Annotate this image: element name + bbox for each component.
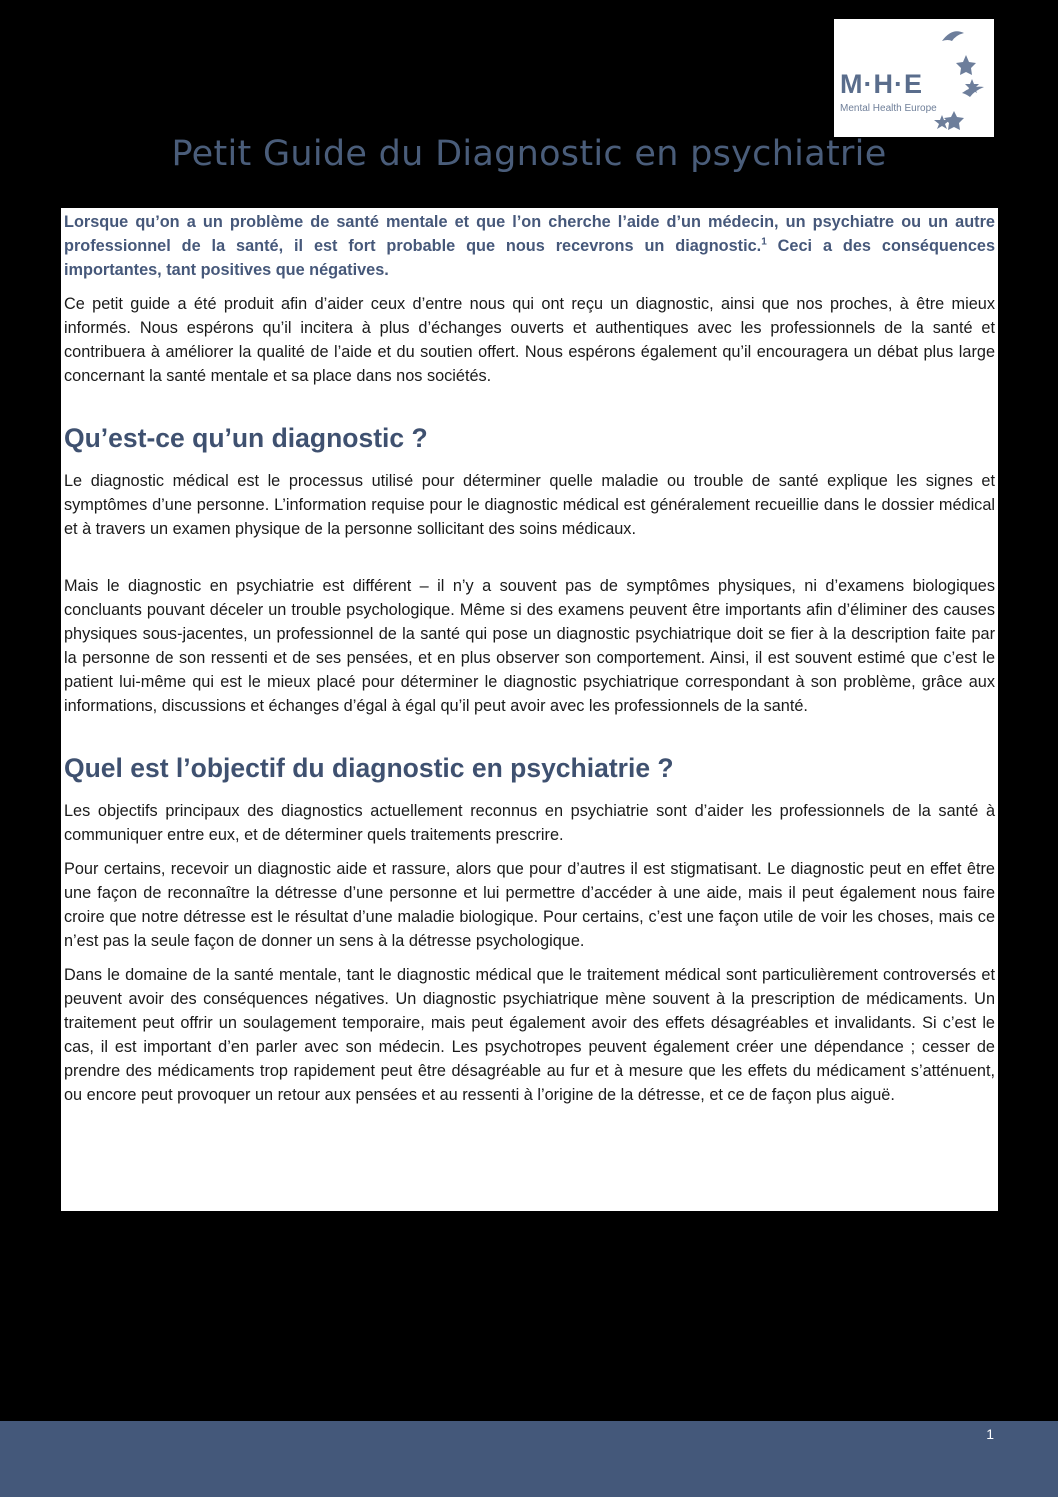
document-title: Petit Guide du Diagnostic en psychiatrie: [171, 134, 887, 174]
section-heading-objective: Quel est l’objectif du diagnostic en psychiatrie ?: [64, 753, 674, 783]
section1-paragraph-1: Le diagnostic médical est le processus utilisé pour déterminer quelle maladie ou trouble de santé explique les signes et symptômes d’une personne. L’information requise pour le diagnostic médical est généralement recueillie dans le dossier médical et à travers un examen physique de la personne sollicitant des soins médicaux.: [64, 472, 995, 538]
content-panel: [61, 208, 998, 1211]
section-heading-diagnostic: Qu’est-ce qu’un diagnostic ?: [64, 423, 428, 453]
footer-bar: [0, 1421, 1058, 1497]
page-number: 1: [986, 1426, 994, 1442]
section2-paragraph-2: Pour certains, recevoir un diagnostic aide et rassure, alors que pour d’autres il est stigmatisant. Le diagnostic peut en effet être une façon de reconnaître la détresse d’une personne et lui permettre d’accéder à une aide, mais il peut également nous faire croire que notre détresse est le résultat d’une maladie biologique. Pour certains, c’est une façon utile de voir les choses, mais ce n’est pas la seule façon de donner un sens à la détresse psychologique.: [64, 860, 995, 950]
logo-subtitle: Mental Health Europe: [840, 103, 937, 114]
section2-paragraph-3: Dans le domaine de la santé mentale, tant le diagnostic médical que le traitement médical sont particulièrement controversés et peuvent avoir des conséquences négatives. Un diagnostic psychiatrique mène souvent à la prescription de médicaments. Un traitement peut offrir un soulagement temporaire, mais peut également avoir des effets désagréables et invalidants. Si c’est le cas, il est important d’en parler avec son médecin. Les psychotropes peuvent également créer une dépendance ; cesser de prendre des médicaments trop rapidement peut être désagréable au fur et à mesure que les effets du médicament s’atténuent, ou encore peut provoquer un retour aux pensées et au ressenti à l’origine de la détresse, et ce de façon plus aiguë.: [64, 966, 995, 1104]
purpose-paragraph: Ce petit guide a été produit afin d’aider ceux d’entre nous qui ont reçu un diagnostic, ainsi que nos proches, à être mieux informés. Nous espérons qu’il incitera à plus d’échanges ouverts et authentiques avec les professionnels de la santé et contribuera à améliorer la qualité de l’aide et du soutien offert. Nous espérons également qu’il encouragera un débat plus large concernant la santé mentale et sa place dans nos sociétés.: [64, 295, 995, 385]
section2-paragraph-1: Les objectifs principaux des diagnostics actuellement reconnus en psychiatrie sont d’aider les professionnels de la santé à communiquer entre eux, et de déterminer quels traitements prescrire.: [64, 802, 995, 844]
footnote-reference[interactable]: 1: [761, 236, 767, 248]
logo-letters: M·H·E: [840, 69, 923, 99]
intro-text-continued: Ceci a des conséquences importantes, tant positives que négatives.: [64, 237, 995, 279]
intro-paragraph: [64, 210, 995, 282]
intro-text: Lorsque qu’on a un problème de santé mentale et que l’on cherche l’aide d’un médecin, un psychiatre ou un autre professionnel de la santé, il est fort probable que nous recevrons un diagnostic.: [64, 213, 995, 255]
mhe-logo: [834, 19, 994, 137]
section1-paragraph-2: Mais le diagnostic en psychiatrie est différent – il n’y a souvent pas de symptômes physiques, ni d’examens biologiques concluants pouvant déceler un trouble psychologique. Même si des examens peuvent être importants afin d’éliminer des causes physiques sous-jacentes, un professionnel de la santé qui pose un diagnostic psychiatrique doit se fier à la description faite par la personne de son ressenti et de ses pensées, et en plus observer son comportement. Ainsi, il est souvent estimé que c’est le patient lui-même qui est le mieux placé pour déterminer le diagnostic psychiatrique correspondant à son problème, grâce aux informations, discussions et échanges d’égal à égal qu’il peut avoir avec les professionnels de la santé.: [64, 577, 995, 715]
